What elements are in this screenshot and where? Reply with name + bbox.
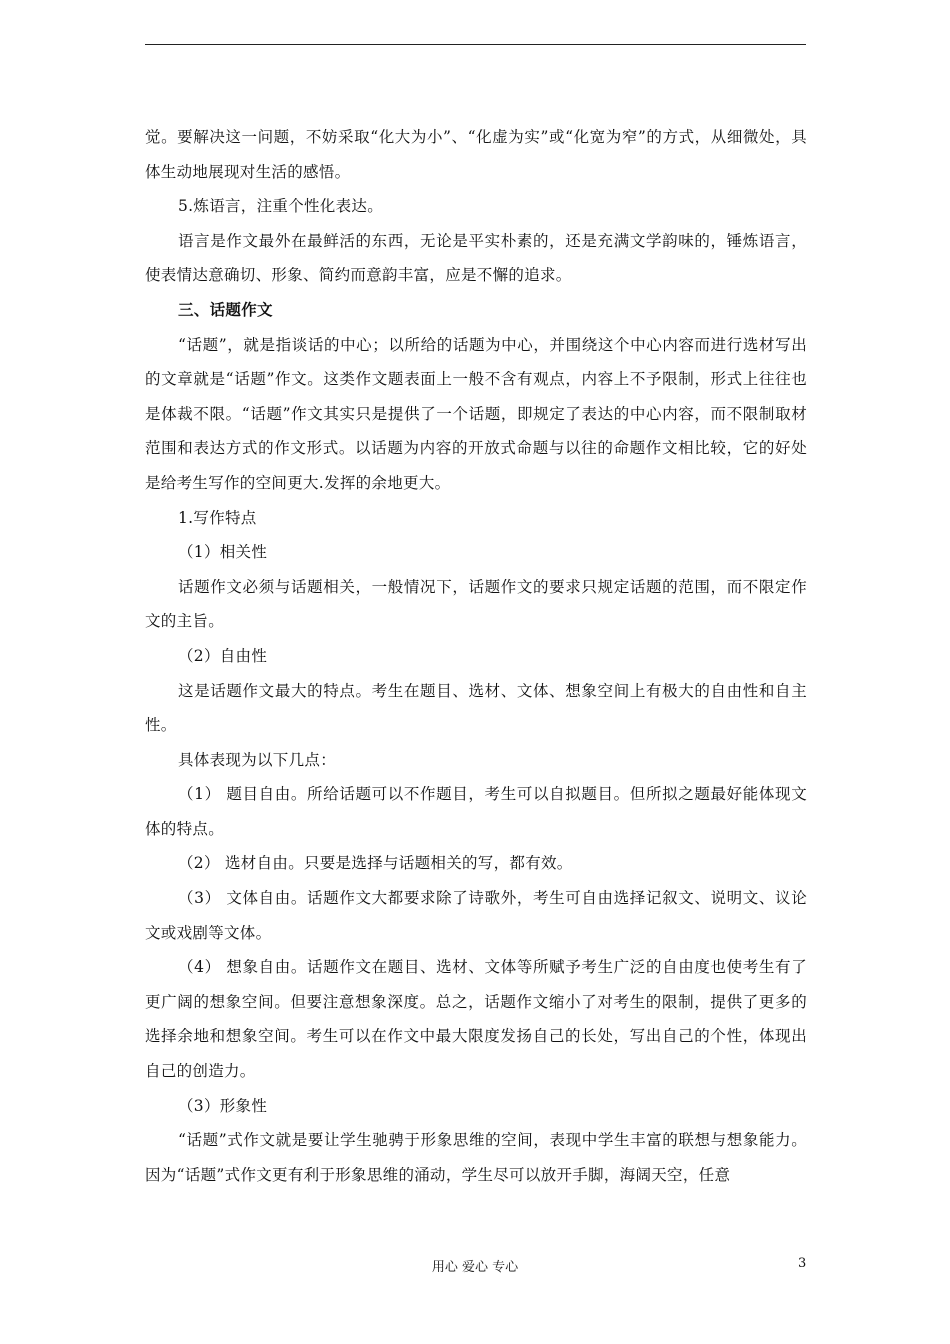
list-item: （1） 题目自由。所给话题可以不作题目，考生可以自拟题目。但所拟之题最好能体现文体的特点。 bbox=[145, 785, 807, 838]
document-body bbox=[145, 120, 807, 1192]
header-rule bbox=[145, 44, 806, 45]
section-heading: 三、话题作文 bbox=[178, 299, 273, 319]
list-item: （2） 选材自由。只要是选择与话题相关的写，都有效。 bbox=[178, 854, 573, 873]
paragraph: “话题”，就是指谈话的中心；以所给的话题为中心，并围绕这个中心内容而进行选材写出的文章就是“话题”作文。这类作文题表面上一般不含有观点，内容上不予限制，形式上往往也是体裁不限。“话题”作文其实只是提供了一个话题，即规定了表达的中心内容，而不限制取材范围和表达方式的作文形式。以话题为内容的开放式命题与以往的命题作文相比较，它的好处是给考生写作的空间更大.发挥的余地更大。 bbox=[145, 335, 807, 492]
page-number: 3 bbox=[798, 1256, 807, 1271]
paragraph: “话题”式作文就是要让学生驰骋于形象思维的空间，表现中学生丰富的联想与想象能力。因为“话题”式作文更有利于形象思维的涌动，学生尽可以放开手脚，海阔天空，任意 bbox=[145, 1131, 807, 1184]
subheading: （3）形象性 bbox=[178, 1096, 268, 1115]
paragraph: 5.炼语言，注重个性化表达。 bbox=[178, 197, 383, 216]
subheading: 1.写作特点 bbox=[178, 508, 257, 527]
paragraph: 这是话题作文最大的特点。考生在题目、选材、文体、想象空间上有极大的自由性和自主性。 bbox=[145, 681, 807, 735]
subheading: （2）自由性 bbox=[178, 646, 268, 665]
paragraph: 话题作文必须与话题相关，一般情况下，话题作文的要求只规定话题的范围，而不限定作文的主旨。 bbox=[145, 577, 807, 631]
paragraph: 具体表现为以下几点： bbox=[178, 750, 337, 769]
paragraph: 觉。要解决这一问题，不妨采取“化大为小”、“化虚为实”或“化宽为窄”的方式，从细微处，具体生动地展现对生活的感悟。 bbox=[145, 128, 807, 181]
list-item: （3） 文体自由。话题作文大都要求除了诗歌外，考生可自由选择记叙文、说明文、议论文或戏剧等文体。 bbox=[145, 889, 807, 942]
paragraph: 语言是作文最外在最鲜活的东西，无论是平实朴素的，还是充满文学韵味的，锤炼语言，使表情达意确切、形象、简约而意韵丰富，应是不懈的追求。 bbox=[145, 231, 807, 285]
subheading: （1）相关性 bbox=[178, 543, 268, 562]
list-item: （4） 想象自由。话题作文在题目、选材、文体等所赋予考生广泛的自由度也使考生有了更广阔的想象空间。但要注意想象深度。总之，话题作文缩小了对考生的限制，提供了更多的选择余地和想象空间。考生可以在作文中最大限度发扬自己的长处，写出自己的个性，体现出自己的创造力。 bbox=[145, 958, 807, 1081]
footer-slogan: 用心 爱心 专心 bbox=[431, 1260, 519, 1275]
